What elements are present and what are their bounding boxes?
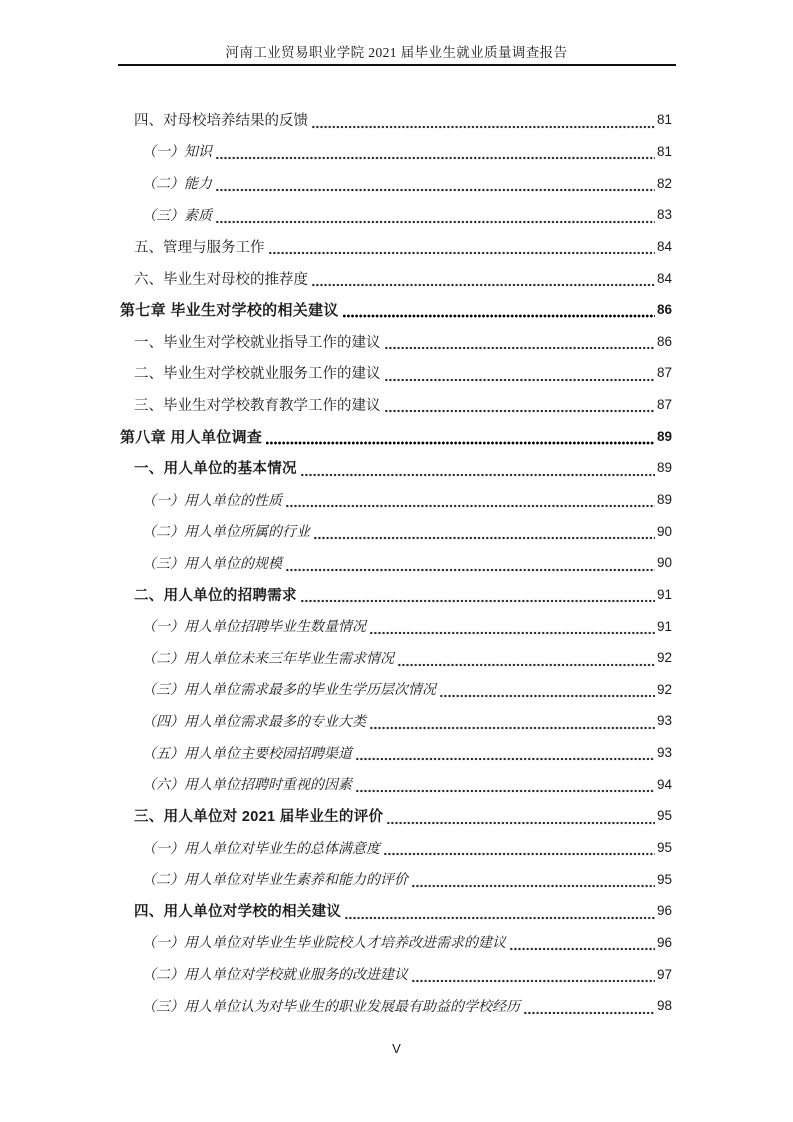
dot-leader bbox=[216, 156, 655, 160]
toc-entry[interactable] bbox=[120, 389, 672, 421]
toc-entry[interactable] bbox=[120, 800, 672, 832]
toc-entry[interactable] bbox=[120, 420, 672, 452]
toc-page-number: 94 bbox=[656, 776, 672, 792]
header-rule bbox=[118, 64, 676, 66]
toc-page-number: 82 bbox=[656, 175, 672, 191]
toc-entry[interactable] bbox=[120, 863, 672, 895]
dot-leader bbox=[356, 789, 655, 793]
toc-entry[interactable] bbox=[120, 895, 672, 927]
toc-page-number: 93 bbox=[656, 745, 672, 761]
dot-leader bbox=[301, 599, 655, 603]
toc-entry[interactable] bbox=[120, 136, 672, 168]
toc-entry-label: （二）用人单位未来三年毕业生需求情况 bbox=[142, 651, 394, 667]
toc-entry[interactable] bbox=[120, 515, 672, 547]
toc-entry-label: 五、管理与服务工作 bbox=[134, 239, 265, 256]
dot-leader bbox=[312, 125, 655, 129]
toc-page-number: 95 bbox=[656, 871, 672, 887]
page-number: V bbox=[392, 1041, 401, 1056]
toc-page-number: 95 bbox=[656, 840, 672, 856]
toc-entry-label: 一、用人单位的基本情况 bbox=[134, 461, 297, 478]
toc-entry[interactable] bbox=[120, 294, 672, 326]
toc-entry-label: （六）用人单位招聘时重视的因素 bbox=[142, 778, 352, 794]
toc-page-number: 92 bbox=[656, 650, 672, 666]
toc-entry-label: 一、毕业生对学校就业指导工作的建议 bbox=[134, 334, 381, 351]
toc-entry-label: （二）能力 bbox=[142, 177, 212, 193]
dot-leader bbox=[314, 536, 655, 540]
toc-page-number: 89 bbox=[656, 428, 672, 444]
toc-entry-label: （一）用人单位对毕业生的总体满意度 bbox=[142, 841, 380, 857]
toc-entry[interactable] bbox=[120, 262, 672, 294]
toc-page-number: 97 bbox=[656, 966, 672, 982]
toc-entry[interactable] bbox=[120, 484, 672, 516]
toc-entry[interactable] bbox=[120, 357, 672, 389]
toc-entry[interactable] bbox=[120, 325, 672, 357]
toc-page-number: 92 bbox=[656, 681, 672, 697]
toc-entry-label: 四、对母校培养结果的反馈 bbox=[134, 113, 308, 130]
toc-entry-label: （一）知识 bbox=[142, 145, 212, 161]
toc-entry-label: （二）用人单位所属的行业 bbox=[142, 525, 310, 541]
toc-entry-label: （一）用人单位对毕业生毕业院校人才培养改进需求的建议 bbox=[142, 936, 506, 952]
toc-page-number: 91 bbox=[656, 618, 672, 634]
dot-leader bbox=[343, 314, 655, 318]
toc-page-number: 86 bbox=[656, 333, 672, 349]
dot-leader bbox=[510, 947, 655, 951]
toc-entry[interactable] bbox=[120, 199, 672, 231]
page-footer bbox=[0, 1041, 793, 1056]
toc-entry-label: （三）用人单位认为对毕业生的职业发展最有助益的学校经历 bbox=[142, 999, 520, 1015]
dot-leader bbox=[269, 251, 655, 255]
toc-entry[interactable] bbox=[120, 674, 672, 706]
toc-entry[interactable] bbox=[120, 642, 672, 674]
toc-entry-label: 三、用人单位对 2021 届毕业生的评价 bbox=[134, 809, 384, 826]
toc-page-number: 81 bbox=[656, 143, 672, 159]
toc-entry[interactable] bbox=[120, 231, 672, 263]
toc-page-number: 91 bbox=[656, 586, 672, 602]
toc-entry[interactable] bbox=[120, 737, 672, 769]
toc-page-number: 84 bbox=[656, 270, 672, 286]
dot-leader bbox=[216, 188, 655, 192]
toc-entry-label: 第八章 用人单位调查 bbox=[120, 428, 263, 446]
toc-entry[interactable] bbox=[120, 104, 672, 136]
toc-page-number: 95 bbox=[656, 808, 672, 824]
running-header: 河南工业贸易职业学院 2021 届毕业生就业质量调查报告 bbox=[225, 45, 568, 60]
toc-entry-label: 二、毕业生对学校就业服务工作的建议 bbox=[134, 366, 381, 383]
dot-leader bbox=[385, 378, 655, 382]
dot-leader bbox=[370, 631, 655, 635]
toc-entry-label: （三）用人单位的规模 bbox=[142, 556, 282, 572]
toc-entry[interactable] bbox=[120, 452, 672, 484]
toc-entry-label: （一）用人单位招聘毕业生数量情况 bbox=[142, 620, 366, 636]
toc-entry-label: 六、毕业生对母校的推荐度 bbox=[134, 271, 308, 288]
toc-page-number: 87 bbox=[656, 365, 672, 381]
toc-entry[interactable] bbox=[120, 832, 672, 864]
dot-leader bbox=[385, 409, 655, 413]
toc-entry-label: 第七章 毕业生对学校的相关建议 bbox=[120, 302, 339, 320]
toc-page-number: 87 bbox=[656, 397, 672, 413]
dot-leader bbox=[398, 663, 655, 667]
toc-page-number: 96 bbox=[656, 903, 672, 919]
toc-entry[interactable] bbox=[120, 768, 672, 800]
toc-entry[interactable] bbox=[120, 610, 672, 642]
toc-entry[interactable] bbox=[120, 705, 672, 737]
toc-page-number: 84 bbox=[656, 238, 672, 254]
toc-page-number: 86 bbox=[656, 302, 672, 318]
toc-page-number: 89 bbox=[656, 460, 672, 476]
toc-entry-label: （三）素质 bbox=[142, 208, 212, 224]
toc-page-number: 83 bbox=[656, 207, 672, 223]
toc-entry-label: 四、用人单位对学校的相关建议 bbox=[134, 904, 342, 921]
dot-leader bbox=[524, 1011, 655, 1015]
table-of-contents bbox=[120, 104, 672, 1022]
toc-entry-label: （三）用人单位需求最多的毕业生学历层次情况 bbox=[142, 683, 436, 699]
dot-leader bbox=[266, 441, 655, 445]
toc-page-number: 89 bbox=[656, 492, 672, 507]
toc-page-number: 90 bbox=[656, 523, 672, 539]
dot-leader bbox=[345, 916, 655, 920]
page-header bbox=[0, 45, 793, 66]
toc-page-number: 81 bbox=[656, 112, 672, 128]
dot-leader bbox=[387, 821, 655, 825]
toc-entry-label: （五）用人单位主要校园招聘渠道 bbox=[142, 746, 352, 762]
toc-entry-label: （一）用人单位的性质 bbox=[142, 493, 282, 509]
toc-entry-label: 三、毕业生对学校教育教学工作的建议 bbox=[134, 398, 381, 415]
toc-entry-label: （二）用人单位对学校就业服务的改进建议 bbox=[142, 968, 408, 984]
toc-entry-label: （四）用人单位需求最多的专业大类 bbox=[142, 714, 366, 730]
toc-entry[interactable] bbox=[120, 958, 672, 990]
toc-page-number: 90 bbox=[656, 555, 672, 571]
toc-entry[interactable] bbox=[120, 547, 672, 579]
toc-entry[interactable] bbox=[120, 167, 672, 199]
dot-leader bbox=[412, 884, 655, 888]
dot-leader bbox=[312, 283, 655, 287]
toc-entry-label: 二、用人单位的招聘需求 bbox=[134, 587, 297, 604]
dot-leader bbox=[286, 504, 655, 508]
dot-leader bbox=[384, 852, 655, 856]
dot-leader bbox=[356, 757, 655, 761]
toc-entry-label: （二）用人单位对毕业生素养和能力的评价 bbox=[142, 873, 408, 889]
dot-leader bbox=[385, 346, 655, 350]
toc-page-number: 93 bbox=[656, 713, 672, 729]
dot-leader bbox=[440, 694, 655, 698]
dot-leader bbox=[412, 979, 655, 983]
toc-entry[interactable] bbox=[120, 579, 672, 611]
toc-entry[interactable] bbox=[120, 990, 672, 1022]
dot-leader bbox=[216, 220, 655, 224]
dot-leader bbox=[301, 473, 655, 477]
dot-leader bbox=[370, 726, 655, 730]
toc-page-number: 98 bbox=[656, 998, 672, 1014]
toc-entry[interactable] bbox=[120, 927, 672, 959]
dot-leader bbox=[286, 568, 655, 572]
toc-page-number: 96 bbox=[656, 934, 672, 950]
